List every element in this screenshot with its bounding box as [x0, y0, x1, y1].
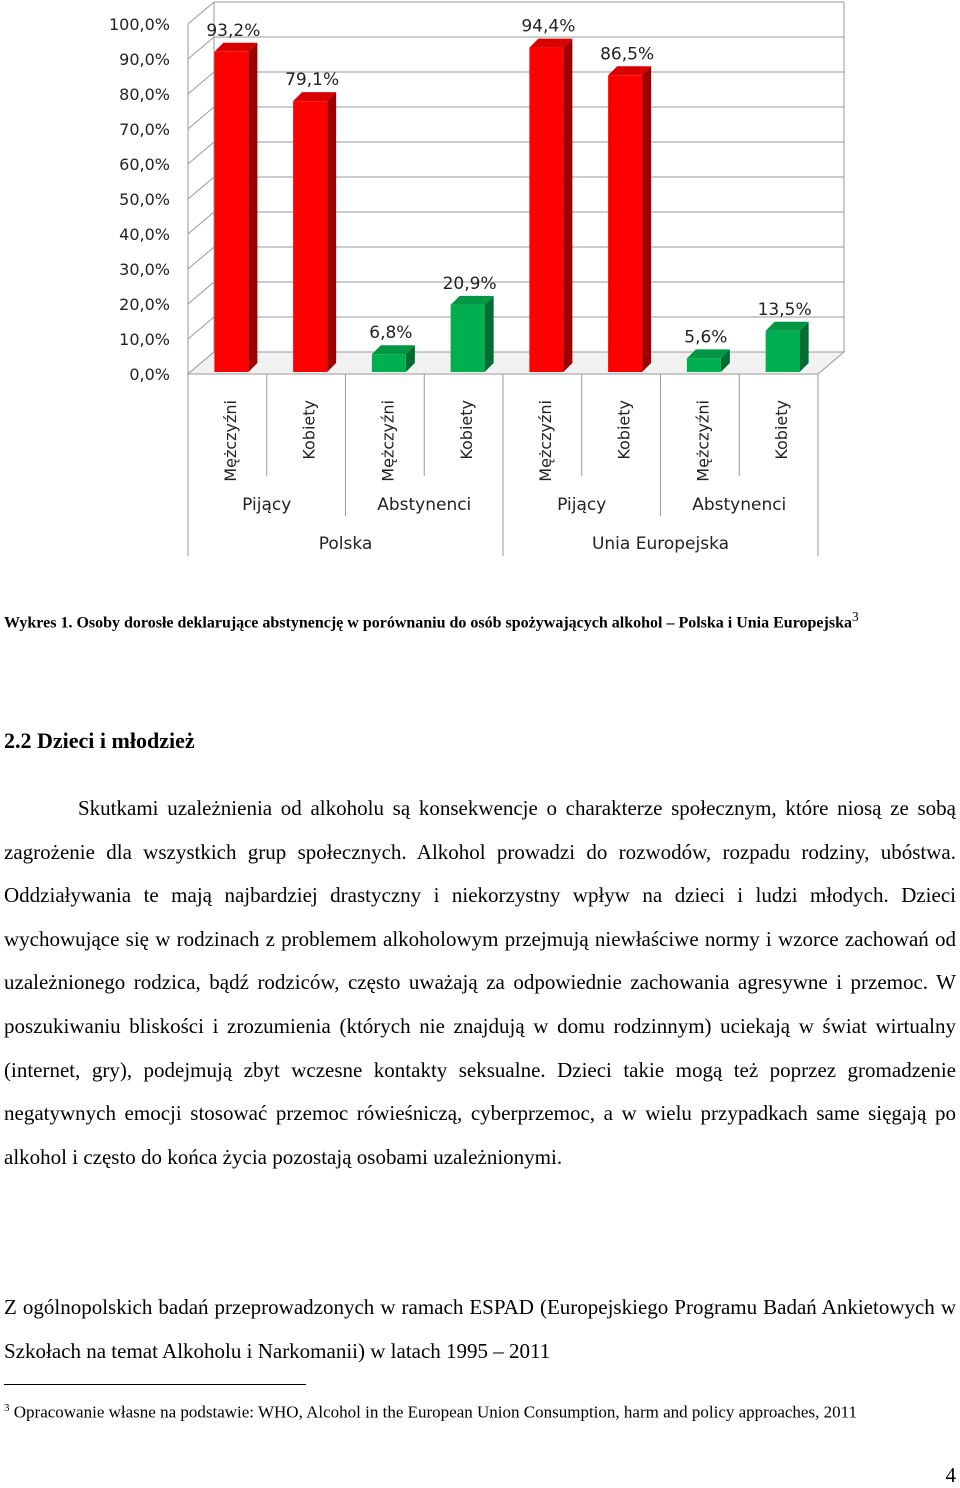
footnote-ref: 3 [851, 609, 859, 624]
footnote-number: 3 [4, 1402, 10, 1414]
x-tick-label: Mężczyźni [220, 400, 240, 482]
grid-line-side [188, 177, 214, 199]
grid-line-side [188, 107, 214, 129]
grid-line-side [188, 212, 214, 234]
bar-value-label: 86,5% [600, 44, 655, 65]
bar [372, 354, 406, 372]
y-tick-label: 0,0% [129, 365, 170, 384]
bar [687, 358, 721, 372]
y-tick-label: 20,0% [119, 295, 170, 314]
x-tick-label: Kobiety [299, 400, 319, 460]
footnote [4, 1396, 956, 1425]
bar-side [248, 43, 257, 372]
bar-value-label: 79,1% [285, 70, 340, 91]
bar-value-label: 6,8% [369, 323, 413, 344]
figure-caption-text: Osoby dorosłe deklarujące abstynencję w porównaniu do osób spożywających alkohol – Polska i Unia Europejska [76, 614, 852, 632]
y-tick-label: 50,0% [119, 190, 170, 209]
figure-label: Wykres 1. [4, 614, 73, 632]
y-tick-label: 100,0% [108, 15, 170, 34]
bar-side [327, 92, 336, 372]
bar-value-label: 94,4% [521, 16, 576, 37]
group-label: Abstynenci [692, 495, 787, 515]
bar-value-label: 5,6% [684, 327, 728, 348]
section-heading: 2.2 Dzieci i młodzież [4, 728, 195, 753]
page-number: 4 [945, 1463, 956, 1487]
region-label: Unia Europejska [591, 534, 730, 554]
footnote-separator [4, 1384, 306, 1385]
x-tick-label: Kobiety [457, 400, 477, 460]
x-tick-label: Mężczyźni [378, 400, 398, 482]
group-label: Pijący [557, 495, 607, 515]
y-tick-label: 10,0% [119, 330, 170, 349]
grid-line-side [188, 317, 214, 339]
y-tick-label: 60,0% [119, 155, 170, 174]
x-tick-label: Kobiety [772, 400, 792, 460]
bar-side [485, 296, 494, 372]
grid-line-side [188, 282, 214, 304]
x-tick-label: Mężczyźni [693, 400, 713, 482]
bar [529, 48, 563, 372]
x-tick-label: Mężczyźni [535, 400, 555, 482]
y-tick-label: 80,0% [119, 85, 170, 104]
y-tick-label: 70,0% [119, 120, 170, 139]
grid-line-side [188, 142, 214, 164]
group-label: Abstynenci [377, 495, 472, 515]
paragraph-espad: Z ogólnopolskich badań przeprowadzonych w ramach ESPAD (Europejskiego Programu Badań Ankietowych w Szkołach na temat Alkoholu i Narkomanii) w latach 1995 – 2011 [4, 1295, 956, 1363]
paragraph-children-alcohol: Skutkami uzależnienia od alkoholu są konsekwencje o charakterze społecznym, które niosą ze sobą zagrożenie dla wszystkich grup społecznych. Alkohol prowadzi do rozwodów, rozpadu rodziny, ubóstwa. Oddziaływania te mają najbardziej drastyczny i niekorzystny wpływ na dzieci i ludzi młodych. Dzieci wychowujące się w rodzinach z problemem alkoholowym przejmują niewłaściwe normy i wzorce zachowań od uzależnionego rodzica, bądź rodziców, często uważają za odpowiednie zachowania agresywne i przemoc. W poszukiwaniu bliskości i zrozumienia (których nie znajdują w domu rodzinnym) uciekają w świat wirtualny (internet, gry), podejmują zbyt wczesne kontakty seksualne. Dzieci takie mogą też poprzez gromadzenie negatywnych emocji stosować przemoc rówieśniczą, cyberprzemoc, a w wielu przypadkach same sięgają po alkohol i często do końca życia pozostają osobami uzależnionymi. [4, 796, 956, 1169]
y-tick-label: 30,0% [119, 260, 170, 279]
group-label: Pijący [242, 495, 292, 515]
figure-caption [4, 606, 956, 634]
grid-line-side [188, 247, 214, 269]
bar-side [563, 39, 572, 372]
bar-chart [0, 0, 960, 580]
bar [608, 75, 642, 372]
footnote-text: Opracowanie własne na podstawie: WHO, Alcohol in the European Union Consumption, harm and policy approaches, 2011 [13, 1402, 857, 1422]
x-tick-label: Kobiety [614, 400, 634, 460]
region-label: Polska [318, 534, 373, 554]
bar-side [642, 66, 651, 372]
chart-floor [188, 352, 844, 374]
bar-value-label: 20,9% [442, 273, 497, 294]
bar [451, 305, 485, 372]
y-tick-label: 40,0% [119, 225, 170, 244]
grid-line-side [188, 72, 214, 94]
bar [293, 101, 327, 372]
bar-value-label: 93,2% [206, 20, 261, 41]
bar [766, 331, 800, 372]
y-tick-label: 90,0% [119, 50, 170, 69]
bar [214, 52, 248, 372]
bar-value-label: 13,5% [757, 299, 812, 320]
